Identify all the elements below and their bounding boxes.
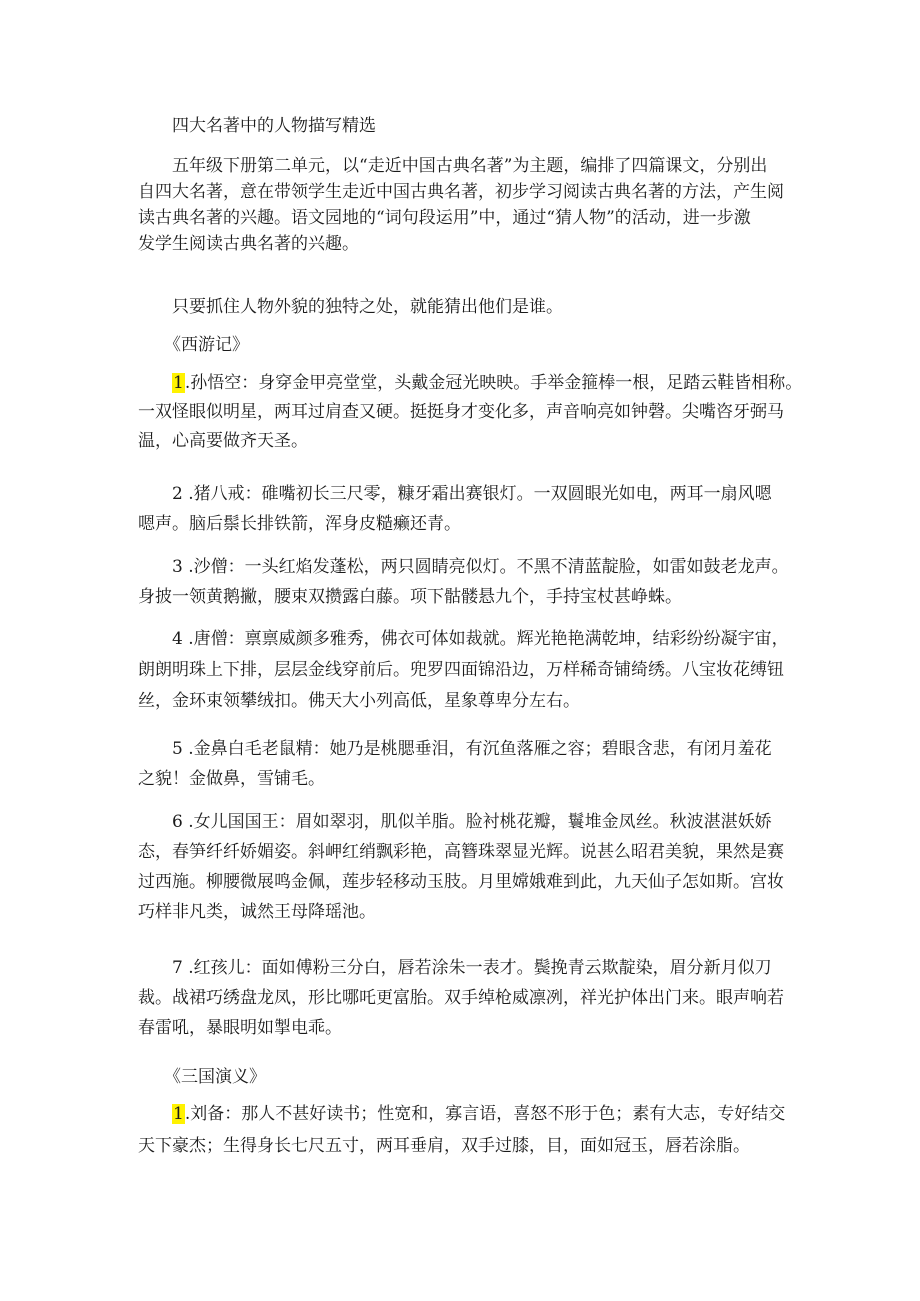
entry-line: .金鼻白毛老鼠精：她乃是桃腮垂泪，有沉鱼落雁之容；碧眼含悲，有闭月羞花 xyxy=(182,739,772,759)
entry-tang-seng xyxy=(138,629,818,712)
hint-text: 只要抓住人物外貌的独特之处，就能猜出他们是谁。 xyxy=(172,297,563,317)
entry-number: 6 xyxy=(172,812,183,832)
entry-line: .刘备：那人不甚好读书；性宽和，寡言语，喜怒不形于色；素有大志，专好结交 xyxy=(184,1104,786,1124)
document-title xyxy=(138,116,818,137)
entry-line: 态，春笋纤纤娇媚姿。斜岬红绡飘彩艳，高簪珠翠显光辉。说甚么昭君美貌，果然是赛 xyxy=(138,842,784,862)
entry-line: .沙僧：一头红焰发蓬松，两只圆睛亮似灯。不黑不清蓝靛脸，如雷如鼓老龙声。 xyxy=(182,557,789,577)
entry-line: .唐僧：禀禀威颜多雅秀，佛衣可体如裁就。辉光艳艳满乾坤，结彩纷纷凝宇宙， xyxy=(182,629,789,649)
entry-line: 朗朗明珠上下排，层层金线穿前后。兜罗四面锦沿边，万样稀奇铺绮绣。八宝妆花缚钮 xyxy=(138,660,784,680)
entry-liu-bei xyxy=(138,1104,818,1157)
entry-line: 之貌！金做鼻，雪铺毛。 xyxy=(138,769,325,789)
entry-number: 7 xyxy=(172,958,183,978)
entry-line: 嗯声。脑后鬃长排铁箭，浑身皮糙癞还青。 xyxy=(138,514,461,534)
entry-line: 过西施。柳腰微展鸣金佩，莲步轻移动玉肢。月里嫦娥难到此，九天仙子怎如斯。宫妆 xyxy=(138,872,784,892)
hint-paragraph xyxy=(138,297,818,318)
entry-line: .红孩儿：面如傅粉三分白，唇若涂朱一表才。鬓挽青云欺靛染，眉分新月似刀 xyxy=(182,958,772,978)
entry-line: 巧样非凡类，诚然王母降瑶池。 xyxy=(138,902,376,922)
entry-line: .孙悟空：身穿金甲亮堂堂，头戴金冠光映映。手举金箍棒一根，足踏云鞋皆相称。 xyxy=(184,373,803,393)
entry-number: 5 xyxy=(172,739,183,759)
entry-line: 一双怪眼似明星，两耳过肩查又硬。挺挺身才变化多，声音响亮如钟磬。尖嘴咨牙弼马 xyxy=(138,402,784,422)
entry-sun-wukong xyxy=(138,373,818,452)
section-heading-sanguo xyxy=(138,1067,818,1088)
entry-hong-hai-er xyxy=(138,958,818,1039)
section-title: 《三国演义》 xyxy=(164,1067,266,1087)
highlighted-number: 1 xyxy=(173,373,184,393)
entry-line: 温，心高要做齐天圣。 xyxy=(138,431,308,451)
entry-line: 丝，金环束领攀绒扣。佛天大小列高低，星象尊卑分左右。 xyxy=(138,691,580,711)
intro-line: 读古典名著的兴趣。语文园地的“词句段运用”中，通过“猜人物”的活动，进一步激 xyxy=(138,208,751,228)
entry-line: .女儿国国王：眉如翠羽，肌似羊脂。脸衬桃花瓣，鬟堆金凤丝。秋波湛湛妖娇 xyxy=(182,812,772,832)
entry-sha-seng xyxy=(138,557,818,608)
section-heading-xiyouji xyxy=(138,335,818,356)
intro-line: 发学生阅读古典名著的兴趣。 xyxy=(138,234,359,254)
entry-number: 3 xyxy=(172,557,183,577)
entry-zhu-bajie xyxy=(138,484,818,535)
intro-line: 五年级下册第二单元，以“走近中国古典名著”为主题，编排了四篇课文，分别出 xyxy=(172,156,768,176)
entry-number: 2 xyxy=(172,484,183,504)
title-text: 四大名著中的人物描写精选 xyxy=(172,116,376,136)
entry-nv-er-guo xyxy=(138,812,818,923)
entry-number: 4 xyxy=(172,629,183,649)
entry-jinbi-baimao xyxy=(138,739,818,790)
entry-line: 裁。战裙巧绣盘龙凤，形比哪吒更富胎。双手绰枪威凛冽，祥光护体出门来。眼声响若 xyxy=(138,988,784,1008)
entry-line: .猪八戒：碓嘴初长三尺零，糠牙霜出赛银灯。一双圆眼光如电，两耳一扇风嗯 xyxy=(182,484,772,504)
intro-line: 自四大名著，意在带领学生走近中国古典名著，初步学习阅读古典名著的方法，产生阅 xyxy=(138,182,784,202)
entry-line: 春雷吼，暴眼明如掣电乖。 xyxy=(138,1018,342,1038)
entry-line: 天下豪杰；生得身长七尺五寸，两耳垂肩，双手过膝，目，面如冠玉，唇若涂脂。 xyxy=(138,1136,750,1156)
highlighted-number: 1 xyxy=(173,1104,184,1124)
entry-line: 身披一领黄鹅撇，腰束双攒露白藤。项下骷髅悬九个，手持宝杖甚峥蛛。 xyxy=(138,587,682,607)
section-title: 《西游记》 xyxy=(164,335,249,355)
intro-paragraph xyxy=(138,153,818,257)
